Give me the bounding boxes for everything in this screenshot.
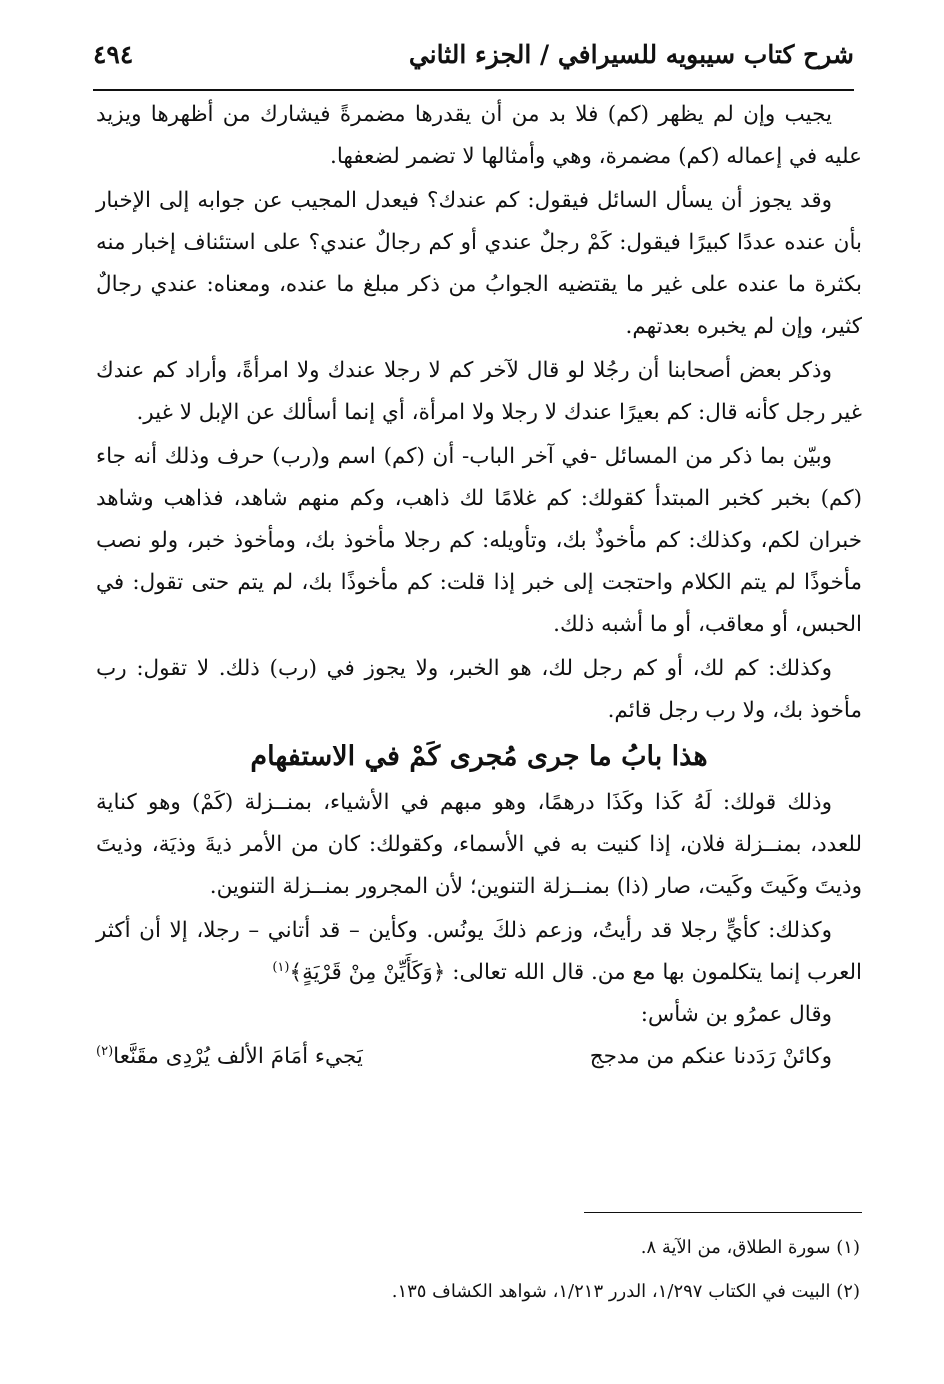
- section-paragraph-text: وكذلك: كأيٍّ رجلا قد رأيتُ، وزعم ذلكَ يونُس. وكأين – قد أتاني – رجلا، إلا أن أكثر العرب إنما يتكلمون بها مع من. قال الله تعالى: ﴿وَكَأَيِّنْ مِنْ قَرْيَةٍ﴾: [96, 918, 862, 985]
- paragraph: يجيب وإن لم يظهر (كم) فلا بد من أن يقدرها مضمرةً فيشارك من أظهرها ويزيد عليه في إعماله (كم) مضمرة، وهي وأمثالها لا تضمر لضعفها.: [96, 102, 862, 169]
- footnote-ref: (١): [272, 959, 290, 975]
- section-heading: هذا بابُ ما جرى مُجرى كَمْ في الاستفهام: [250, 741, 708, 772]
- section-paragraph: [96, 910, 862, 994]
- paragraph: وكذلك: كم لك، أو كم رجل لك، هو الخبر، ولا يجوز في (رب) ذلك. لا تقول: رب مأخوذ بك، ولا رب رجل قائم.: [96, 656, 862, 723]
- header-rule: [93, 89, 854, 91]
- footnote-rule: [584, 1212, 862, 1213]
- footnote: (١) سورة الطلاق، من الآية ٨.: [640, 1237, 860, 1258]
- section-paragraph: وذلك قولك: لَهُ كَذا وكَذَا درهمًا، وهو مبهم في الأشياء، بمنــزلة (كَمْ) وهو كناية للعدد، بمنــزلة فلان، إذا كنيت به في الأسماء، وكقولك: كان من الأمر ذيةَ وذيَة، وذيتَ وذيتَ وكَيتَ وكَيت، صار (ذا) بمنــزلة التنوين؛ لأن المجرور بمنــزلة التنوين.: [96, 790, 862, 899]
- running-title: شرح كتاب سيبويه للسيرافي / الجزء الثاني: [408, 40, 854, 69]
- footnote: (٢) البيت في الكتاب ١/٢٩٧، الدرر ١/٢١٣، شواهد الكشاف ١٣٥.: [391, 1281, 860, 1302]
- paragraph: وقد يجوز أن يسأل السائل فيقول: كم عندك؟ فيعدل المجيب عن جوابه إلى الإخبار بأن عنده عددًا كبيرًا فيقول: كَمْ رجلٌ عندي أو كم رجالٌ عندي؟ على استئناف إخبار منه بكثرة ما عنده على غير ما يقتضيه الجوابُ من ذكر مبلغ ما عنده، ومعناه: عندي رجالٌ كثير، وإن لم يخبره بعدتهم.: [96, 188, 862, 339]
- page-number: ٤٩٤: [93, 40, 134, 69]
- footnotes: [96, 1226, 860, 1314]
- verse-second-hemistich: يَجيء أمَامَ الألف يُرْدِى مقَنَّعا(٢): [96, 1036, 363, 1078]
- verse-line: [96, 1036, 862, 1078]
- verse-second-text: يَجيء أمَامَ الألف يُرْدِى مقَنَّعا: [113, 1044, 363, 1069]
- poet-intro: وقال عمرُو بن شأس:: [640, 1002, 832, 1027]
- paragraph: وبيّن بما ذكر من المسائل -في آخر الباب- أن (كم) اسم و(رب) حرف وذلك أنه جاء (كم) بخبر كخبر المبتدأ كقولك: كم غلامًا لك ذاهب، وكم منهم شاهد، فذاهب وشاهد خبران لكم، وكذلك: كم مأخوذٌ بك، وتأويله: كم رجلا مأخوذ بك، ومأخوذ خبر، ولو نصب مأخوذًا لم يتم الكلام واحتجت إلى خبر إذا قلت: كم مأخوذًا بك، لم يتم حتى تقول: في الحبس، أو معاقب، أو ما أشبه ذلك.: [96, 444, 862, 637]
- main-text: [96, 94, 862, 1078]
- page-header: [93, 38, 854, 82]
- verse-first-hemistich: وكائنْ رَدَدنا عنكم من مدجج: [589, 1044, 832, 1069]
- paragraph: وذكر بعض أصحابنا أن رجُلا لو قال لآخر كم لا رجلا عندك ولا امرأةً، وأراد كم عندك غير رجل كأنه قال: كم بعيرًا عندك لا رجلا ولا امرأة، أي إنما أسألك عن الإبل لا غير.: [96, 358, 862, 425]
